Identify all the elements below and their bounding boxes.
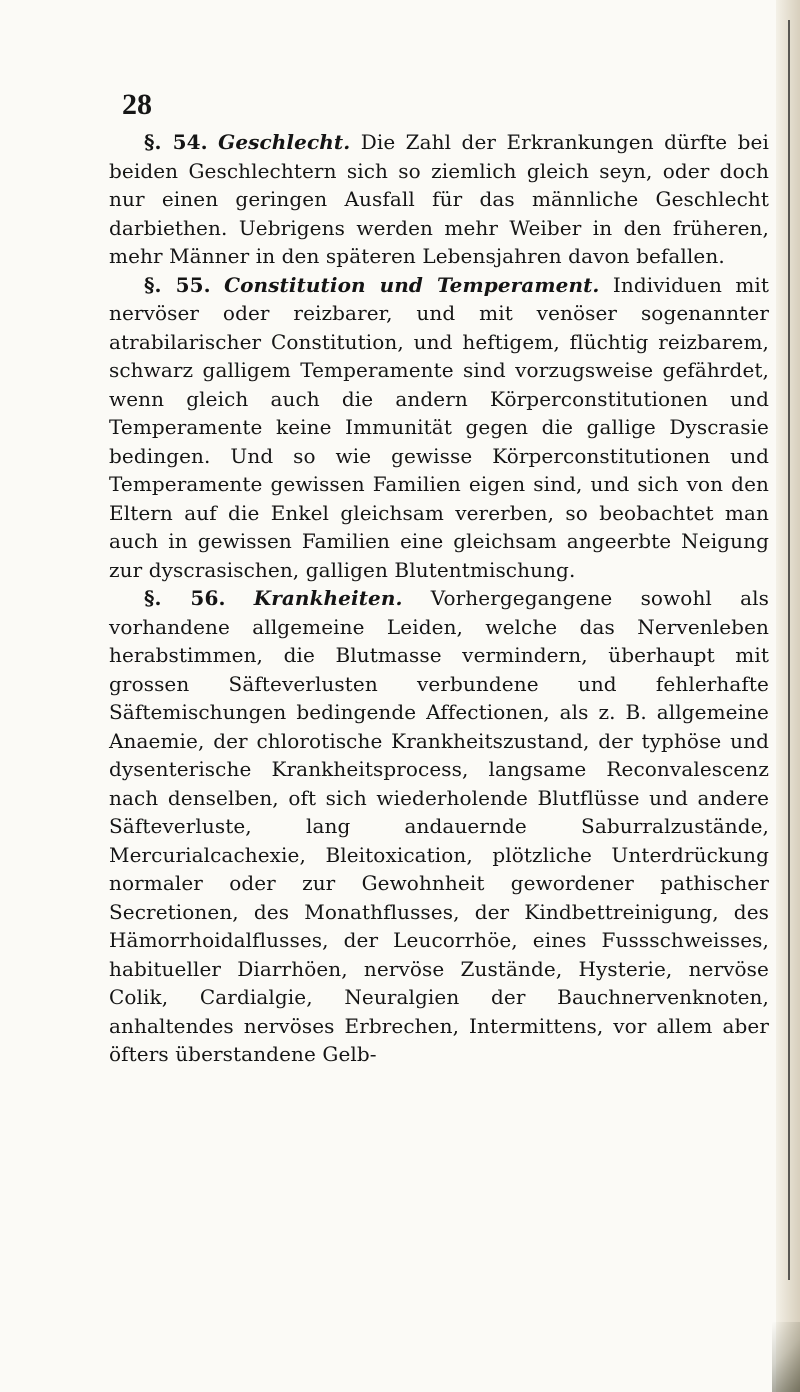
- paragraph-text: Individuen mit nervöser oder reizbarer, und mit venöser sogenannter atrabilarischer Constitution, und heftigem, flüchtig reizbarem, schwarz galligem Temperamente sind vorzugsweise gefährdet, wenn gleich auch die andern Körperconstitutionen und Temperamente keine Immunität gegen die gallige Dyscrasie bedingen. Und so wie gewisse Körperconstitutionen und Temperamente gewissen Familien eigen sind, und sich von den Eltern auf die Enkel gleichsam vererben, so beobachtet man auch in gewissen Familien eine gleichsam angeerbte Neigung zur dyscrasischen, galligen Blutentmischung.: [109, 272, 770, 582]
- paragraph-55: [109, 271, 769, 585]
- paragraph-text: Vorhergegangene sowohl als vorhandene allgemeine Leiden, welche das Nervenleben herabstimmen, die Blutmasse vermindern, überhaupt mit grossen Säfteverlusten verbundene und fehlerhafte Säftemischungen bedingende Affectionen, als z. B. allgemeine Anaemie, der chlorotische Krankheitszustand, der typhöse und dysenterische Krankheitsprocess, langsame Reconvalescenz nach denselben, oft sich wiederholende Blutflüsse und andere Säfteverluste, lang andauernde Saburralzustände, Mercurialcachexie, Bleitoxication, plötzliche Unterdrückung normaler oder zur Gewohnheit gewordener pathischer Secretionen, des Monathflusses, der Kindbettreinigung, des Hämorrhoidalflusses, der Leucorrhöe, eines Fussschweisses, habitueller Diarrhöen, nervöse Zustände, Hysterie, nervöse Colik, Cardialgie, Neuralgien der Bauchnervenknoten, anhaltendes nervöses Erbrechen, Intermittens, vor allem aber öfters überstandene Gelb-: [109, 586, 770, 1066]
- page-corner-shadow: [772, 1322, 800, 1392]
- paragraph-56: [109, 584, 769, 1069]
- section-title: Constitution und Temperament.: [224, 272, 600, 297]
- page-number: 28: [122, 88, 152, 121]
- paragraph-text: Die Zahl der Erkrankungen dürfte bei beiden Geschlechtern sich so ziemlich gleich seyn, oder doch nur einen geringen Ausfall für das männliche Geschlecht darbiethen. Uebrigens werden mehr Weiber in den früheren, mehr Männer in den späteren Lebensjahren davon befallen.: [109, 130, 769, 268]
- section-number: §. 54.: [144, 130, 208, 154]
- section-number: §. 55.: [144, 272, 211, 297]
- section-number: §. 56.: [144, 586, 226, 610]
- body-text: [109, 128, 769, 1069]
- page-edge-line: [788, 20, 790, 1280]
- paragraph-54: [109, 128, 769, 271]
- section-title: Geschlecht.: [218, 130, 351, 154]
- section-title: Krankheiten.: [253, 586, 403, 610]
